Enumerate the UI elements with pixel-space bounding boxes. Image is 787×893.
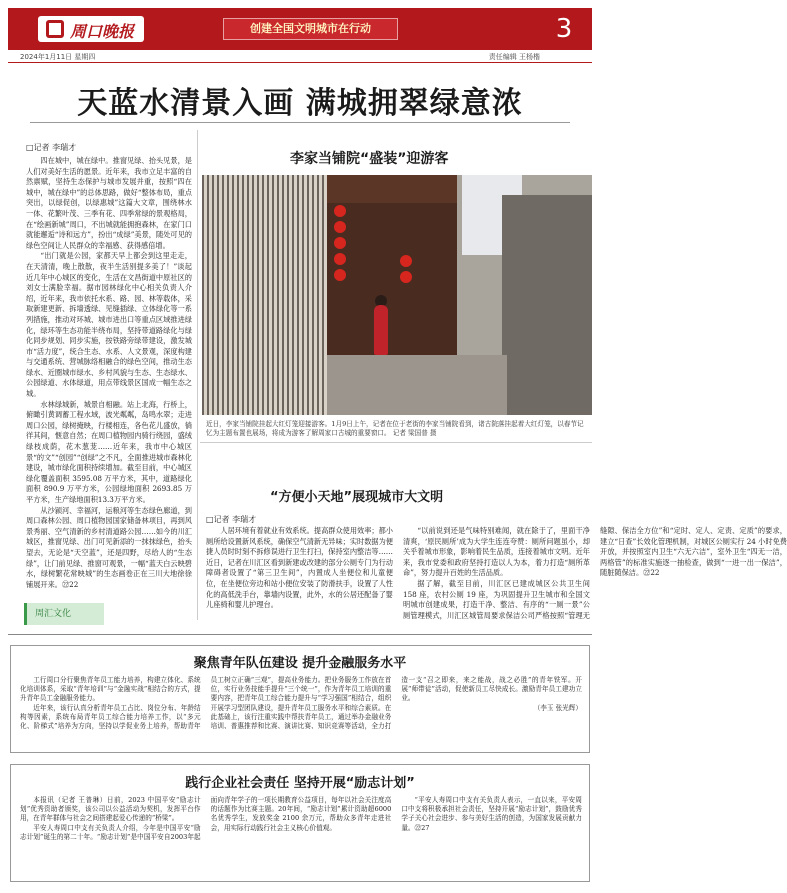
lantern-icon	[400, 255, 412, 267]
logo-text: 周口晚报	[70, 22, 135, 41]
top-rule	[8, 62, 592, 63]
article5-title: 践行企业社会责任 坚持开展“励志计划”	[185, 776, 415, 791]
editor-credit: 责任编辑 王杨楷	[488, 53, 540, 61]
article3-paragraph: “以前说到还是气味特别难闻，就在除于了，里面干净清爽，‘原民厕所’成为大学生连连夸赞：厕所问题虽小，却关乎着城市形象，影响着民生品质，连接着城市文明。近年来，我市党委和政府坚持打造以人为本，着力打造“厕所革命”，努力提升百姓的生活品质。	[403, 526, 590, 578]
side-building	[502, 195, 592, 415]
dateline: 2024年1月11日 星期四	[20, 53, 96, 61]
article4-paragraph: 近年来，该行认真分析青年员工占比、岗位分布、年龄结构等因素，系统布局青年员工综合能力培养工作，以“多元化、阶梯式”培养为方向，坚持以学促业务上培养，帮助青年员工树立正确“三观”，提高业务能力。把业务服务工作放在首位，实行业务技能手提升“三个统一”，作为青年员工培训的重要内容，把青年员工综合能力提升与“学习强国”相结合，组织开展学习型团队建设，提升青年员工服务水平和综合素质。在此基础上，该行注重实践中帮扶青年员工，通过举办金融业务培训、普惠推荐和比赛、演讲比赛、知识竞赛等活动，全力打造一支“召之即来，来之能战，战之必胜”的青年铁军。开展“师带徒”活动，促使新员工尽快成长。激励青年员工建功立业。	[20, 676, 582, 731]
article3-paragraph: 人居环境有着就业有效系统。提高群众使用效率；都小厕所给设置新风系统，确保空气清新无异味；实时数据为便捷人员时时刻不拆修误进行卫生打扫，保持室内整洁等……近日，记者在川汇区看到新建或改建的部分公厕专门为行动障碍者设置了“第三卫生间”，内置成人坐便位和儿童便位，在坐便位旁边和站小便位安装了防滑扶手，设置了人性化的高低洗手台，靠墙内设置，此外，水的公居还配备了婴儿座椅和婴儿护理台。	[206, 526, 393, 610]
campaign-banner: 创建全国文明城市在行动	[223, 18, 398, 40]
article1-paragraph: 四在城中，城在绿中。推窗见绿、抬头见景，是人们对美好生活的愿景。近年来，我市立足丰富的自然禀赋，坚持生态保护与城市发展并重，按照“四在城中，城在绿中”的总体思路，做好“整体布局，重点突出，以绿促创，以绿惠城”这篇大文章，围绕林水一体、花繁叶茂、三季有花、四季常绿的景观格局，在“绘画新城”周口，不出城就能拥抱森林，在家门口就能邂逅“诗和远方”，扮出“成绿”美景，随处可见的绿色空间让人民群众的幸福感、获得感倍增。	[26, 156, 192, 250]
lantern-icon	[334, 221, 346, 233]
article4-paragraph: 工行周口分行聚焦青年员工能力培养，构建立体化、系统化培训体系，采取“青年培训”与“金融实战”相结合的方式，提升青年员工金融服务能力。	[20, 676, 201, 703]
visitor-figure	[374, 305, 388, 355]
lantern-icon	[334, 269, 346, 281]
lantern-icon	[334, 253, 346, 265]
article4-title: 聚焦青年队伍建设 提升金融服务水平	[193, 656, 407, 671]
roof-beam	[327, 175, 467, 203]
article3-paragraph: 据了解，截至目前，川汇区已建成城区公共卫生间 158 座，农村公厕 19 座，为巩固提升卫生城市和全国文明城市创建成果，打造干净、整洁、有序的“一厕一景”公厕管理模式，川汇区城管局要求保洁公司严格按照“管理无缝隙、保洁全方位”和“定时、定人、定责、定质”的要求，建立“日查”长效化管理机制，对城区公厕实行 24 小时免费开放，并按照室内卫生“六无六洁”，室外卫生“四无一洁，两格管”的标准实施逐一抽检查，做到“一进一出一保洁”，随脏随保洁。㉒22	[403, 526, 787, 620]
newspaper-logo	[38, 16, 144, 42]
lantern-icon	[334, 237, 346, 249]
article4-body	[20, 676, 582, 750]
stone-steps	[327, 355, 507, 415]
column-divider	[197, 130, 198, 620]
article3-byline: □记者 李瑞才	[206, 515, 257, 524]
article1-byline: □记者 李瑞才	[26, 143, 77, 152]
bead-curtain	[202, 175, 327, 415]
article5-paragraph: 平安人寿周口中支有关负责人介绍，今年是中国平安“励志计划”诞生的第二十年。“励志计划”是中国平安自2003年起面向青年学子的一项长期教育公益项目，每年以社会关注度高的话题作为比赛主题。20年间，“励志计划”累计资助超6000名优秀学生，发放奖金 2100 余万元，帮助众多青年走进社会，用实际行动践行社会主义核心价值观。	[20, 796, 392, 841]
section-rule	[200, 442, 592, 443]
article5-paragraph: “平安人寿周口中支有关负责人表示，一直以来，平安周口中支将积极承担社会责任，坚持开展“励志计划”，鼓励优秀学子关心社会进步、参与美好生活的创造，为国家发展贡献力量。㉒27	[401, 796, 582, 832]
article4-author: （李玉 张光辉）	[533, 703, 582, 712]
article1-paragraph: “出门就是公园，家都天早上都会到这里走走，在天清清，晚上散散，夜半生活别提多美了！”谈起近几年中心城区的变化，生活在文昌街道中原社区的刘女士满脸幸福。据市园林绿化中心相关负责人介绍，近年来，我市依托水系、路、园、林等载体，采取新建更新、拆墙透绿、见缝插绿、立体绿化等一系列措施，推动对环城、城市进出口等重点区域推进绿化，绿环等生态功能半绕布局，坚持带道路绿化与绿化同步规划、同步实施，按铁路旁绿带建设，激发城市“活力度”，统合生态、水系、人文景观，深度构建与交通系统、营城脉络相融合的绿色空间，推动生态绿水、近圈城市绿水、乡村风貌与生态、生态绿水、公园绿道、水体绿道，用点带线景区国成一幅生态之城。	[26, 251, 192, 399]
article3-body	[206, 526, 787, 630]
page-headline: 天蓝水清景入画 满城拥翠绿意浓	[77, 86, 523, 121]
article2-title: 李家当铺院“盛装”迎游客	[290, 151, 449, 167]
article5-body	[20, 796, 582, 878]
logo-mark-icon	[46, 20, 64, 38]
photo-caption: 近日，李家当铺院挂起大红灯笼迎接游客。1月9日上午，记者在位于老街的李家当铺院看到，诸古院落挂起着大红灯笼，以春节记忆为主题布置也展场，将成为游客了解周家口古城的重要窗口。 记者 梁国普 摄	[206, 420, 584, 437]
article3-title: “方便小天地”展现城市大文明	[270, 490, 444, 505]
headline-rule	[30, 122, 570, 123]
article1-paragraph: 水林绿城新，城景自相融。站上北海，行桥上，俯瞰引黄调蓄工程水域，波光粼粼，岛鸣水翠；走进周口公园，绿树掩映，行楼相连，各色花儿盛放，徜徉其间，惬意自然；在周口植物园内骑行绕园，盛绒绿枝成荫，花木葱茏……近年来，我市中心城区景“的文”“创园”“创绿”之不凡，全面推进城市森林化建设，城市绿化面积持续增加。截至目前，中心城区绿化覆盖面积 3595.08 万平方米，其中，道路绿化面积 890.9 万平方米，公园绿地面积 2693.85 万平方米，生产绿地面积13.3万平方米。	[26, 399, 192, 504]
li-family-pawnshop-photo	[202, 175, 592, 415]
page-number: 3	[555, 14, 573, 44]
lantern-icon	[334, 205, 346, 217]
article1-body	[26, 156, 192, 596]
section-rule	[8, 634, 592, 635]
lantern-icon	[400, 271, 412, 283]
section-tag: 周汇文化	[24, 603, 104, 625]
article1-paragraph: 从沙颍河、幸福河，运粮河等生态绿色廊道，到周口森林公园、周口植物园国家储备林项目，再到风景秀丽、空气清新的乡村清道路公园……如今的川汇城区，推窗见绿、出门可见新添的一抹抹绿色，抬头望去，无论是“天空蓝”，还是四野，尽给人的“生态绿”，让门前见绿、推窗可观景，一幅“蓝天白云映碧水，绿树繁花常映城”的生态画卷正在三川大地徐徐铺展开来。㉒22	[26, 505, 192, 589]
masthead	[8, 8, 592, 50]
article5-paragraph: 本报讯（记者 王普琳）日前，2023 中国平安“励志计划”优秀资助者颁奖，该公司以公益活动为契机，发挥平台作用，在青年群体与社会之间搭建起爱心传递的“桥梁”。	[20, 796, 201, 823]
